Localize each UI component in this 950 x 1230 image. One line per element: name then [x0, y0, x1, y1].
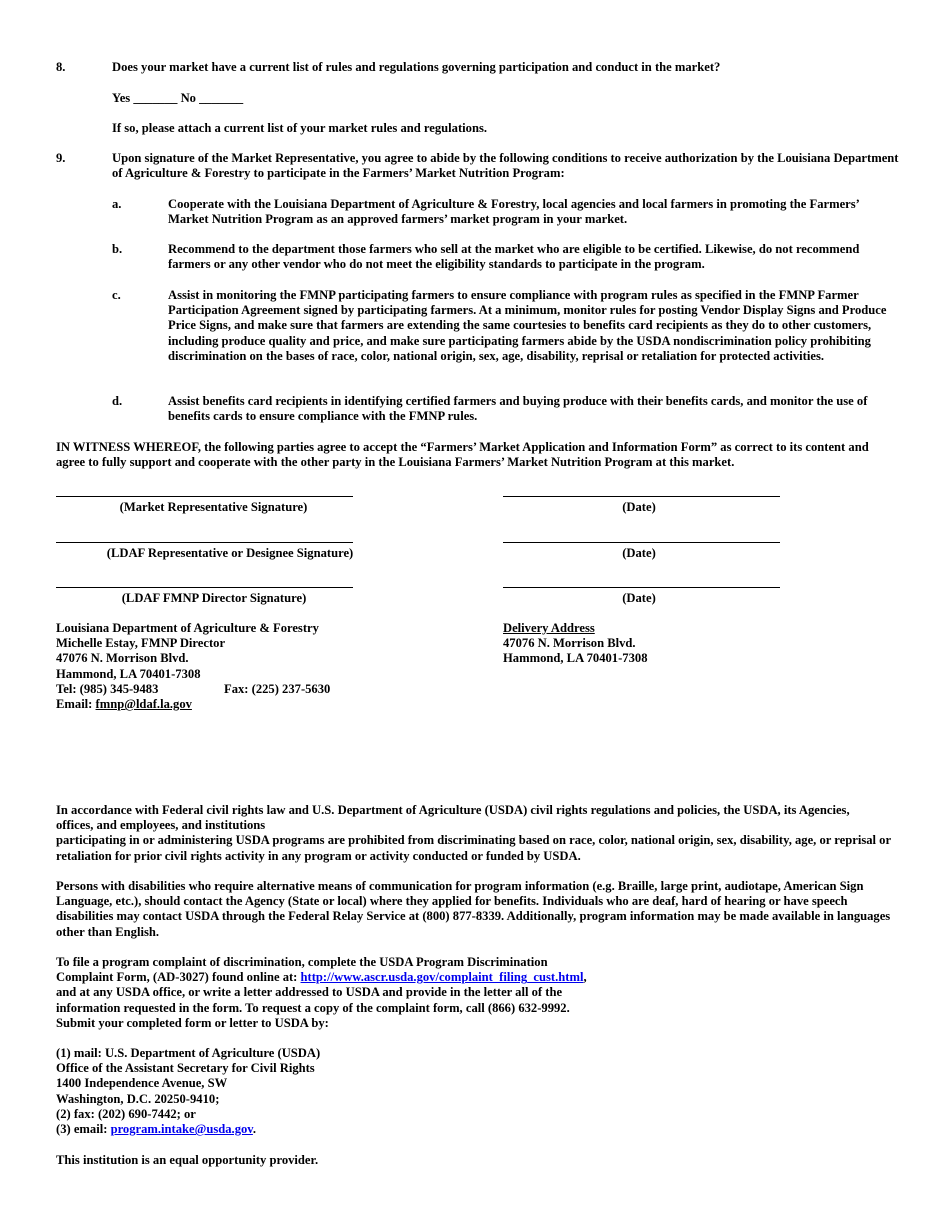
market-rep-signature-label: (Market Representative Signature)	[119, 500, 308, 514]
contact-tel: Tel: (985) 345-9483	[56, 681, 159, 696]
mail-line-2: Office of the Assistant Secretary for Civil Rights	[56, 1061, 315, 1076]
civil-rights-paragraph-1	[56, 803, 896, 864]
ldaf-rep-date-line[interactable]	[503, 542, 780, 543]
condition-b-text: Recommend to the department those farmers who sell at the market who are eligible to be certified. Likewise, do not recommend farmers or any other vendor who do not meet the eligibility standards to participate in the program.	[168, 242, 860, 272]
ldaf-rep-date-label: (Date)	[622, 546, 656, 560]
delivery-city: Hammond, LA 70401-7308	[503, 651, 648, 666]
delivery-heading: Delivery Address	[503, 621, 595, 635]
civil-rights-p1-line2: offices, and employees, and institutions	[56, 818, 266, 833]
complaint-line4: information requested in the form. To request a copy of the complaint form, call (866) 632-9992.	[56, 1000, 570, 1015]
contact-street: 47076 N. Morrison Blvd.	[56, 651, 189, 666]
condition-d-text: Assist benefits card recipients in identifying certified farmers and buying produce with their benefits cards, and monitor the use of benefits cards to ensure compliance with the FMNP rules.	[168, 394, 868, 424]
complaint-line5: Submit your completed form or letter to USDA by:	[56, 1015, 329, 1030]
condition-c-label: c.	[112, 288, 121, 302]
question-9-text: Upon signature of the Market Representative, you agree to abide by the following conditions to receive authorization by the Louisiana Department of Agriculture & Forestry to participate in the Farmers’ Market Nutrition Program:	[112, 151, 899, 181]
attach-rules-note: If so, please attach a current list of your market rules and regulations.	[112, 121, 487, 135]
fmnp-director-date-label: (Date)	[622, 591, 656, 605]
contact-email-row	[56, 697, 476, 712]
mail-line-5: (2) fax: (202) 690-7442; or	[56, 1106, 196, 1121]
mail-line-1: (1) mail: U.S. Department of Agriculture (USDA)	[56, 1046, 321, 1060]
civil-rights-paragraph-2: Persons with disabilities who require alternative means of communication for program information (e.g. Braille, large print, audiotape, American Sign Language, etc.), should contact the Agency (State or local) where they applied for benefits. Individuals who are deaf, hard of hearing or have speech disabilities may contact USDA through the Federal Relay Service at (800) 877-8339. Additionally, program information may be made available in languages other than English.	[56, 879, 891, 939]
complaint-line1: To file a program complaint of discrimination, complete the USDA Program Discrimination	[56, 955, 548, 969]
equal-opportunity-statement: This institution is an equal opportunity provider.	[56, 1153, 319, 1167]
complaint-form-link[interactable]: http://www.ascr.usda.gov/complaint_filing_cust.html	[300, 970, 584, 985]
condition-a-text: Cooperate with the Louisiana Department of Agriculture & Forestry, local agencies and local farmers in promoting the Farmers’ Market Nutrition Program as an approved farmers’ market program in your market.	[168, 197, 859, 227]
question-8-text: Does your market have a current list of rules and regulations governing participation and conduct in the market?	[112, 60, 721, 74]
question-8-number: 8.	[56, 60, 66, 74]
contact-person: Michelle Estay, FMNP Director	[56, 636, 226, 651]
usda-email-row	[56, 1122, 556, 1137]
contact-block	[56, 621, 476, 712]
contact-fax: Fax: (225) 237-5630	[224, 681, 331, 696]
fmnp-director-signature-label: (LDAF FMNP Director Signature)	[121, 591, 307, 605]
delivery-address-block	[503, 621, 803, 667]
condition-b-label: b.	[112, 242, 123, 256]
witness-statement: IN WITNESS WHEREOF, the following parties agree to accept the “Farmers’ Market Application and Information Form” as correct to its content and agree to fully support and cooperate with the other party in the Louisiana Farmers’ Market Nutrition Program at this market.	[56, 440, 869, 470]
contact-phone-fax-row	[56, 682, 476, 697]
market-rep-date-line[interactable]	[503, 496, 780, 497]
complaint-line2-prefix: Complaint Form, (AD-3027) found online at:	[56, 970, 301, 985]
complaint-paragraph	[56, 955, 656, 1031]
market-rep-signature-line[interactable]	[56, 496, 353, 497]
condition-a-label: a.	[112, 197, 122, 211]
civil-rights-p1-line1: In accordance with Federal civil rights law and U.S. Department of Agriculture (USDA) civil rights regulations and policies, the USDA, its Agencies,	[56, 803, 850, 817]
civil-rights-p1-rest: participating in or administering USDA programs are prohibited from discriminating based on race, color, national origin, sex, disability, age, or reprisal or retaliation for prior civil rights activity in any program or activity conducted or funded by USDA.	[56, 833, 891, 863]
complaint-line2	[56, 970, 656, 985]
question-9-number: 9.	[56, 151, 66, 165]
contact-email-label: Email:	[56, 697, 96, 712]
usda-email-link[interactable]: program.intake@usda.gov	[110, 1122, 253, 1137]
yes-no-field[interactable]: Yes _______ No _______	[112, 91, 244, 105]
delivery-street: 47076 N. Morrison Blvd.	[503, 636, 636, 651]
usda-email-prefix: (3) email:	[56, 1122, 111, 1137]
ldaf-rep-signature-label: (LDAF Representative or Designee Signature)	[106, 546, 354, 560]
mail-line-4: Washington, D.C. 20250-9410;	[56, 1091, 220, 1106]
usda-email-suffix: .	[252, 1122, 257, 1137]
contact-city: Hammond, LA 70401-7308	[56, 666, 201, 681]
contact-org: Louisiana Department of Agriculture & Forestry	[56, 621, 319, 635]
market-rep-date-label: (Date)	[622, 500, 656, 514]
condition-d-label: d.	[112, 394, 123, 408]
mail-line-3: 1400 Independence Avenue, SW	[56, 1076, 228, 1091]
complaint-line3: and at any USDA office, or write a letter addressed to USDA and provide in the letter all of the	[56, 985, 563, 1000]
ldaf-rep-signature-line[interactable]	[56, 542, 353, 543]
fmnp-director-signature-line[interactable]	[56, 587, 353, 588]
fmnp-director-date-line[interactable]	[503, 587, 780, 588]
contact-email-link[interactable]: fmnp@ldaf.la.gov	[95, 697, 192, 712]
complaint-line2-suffix: ,	[583, 970, 587, 985]
usda-mail-block	[56, 1046, 556, 1137]
condition-c-text: Assist in monitoring the FMNP participating farmers to ensure compliance with program rules as specified in the FMNP Farmer Participation Agreement signed by participating farmers. At a minimum, monitor rules for posting Vendor Display Signs and Produce Price Signs, and make sure that farmers are extending the same courtesies to benefits card recipients as they do to other customers, including produce quality and price, and make sure participating farmers abide by the USDA nondiscrimination policy prohibiting discrimination on the bases of race, color, national origin, sex, age, disability, reprisal or retaliation for protected activities.	[168, 288, 887, 363]
